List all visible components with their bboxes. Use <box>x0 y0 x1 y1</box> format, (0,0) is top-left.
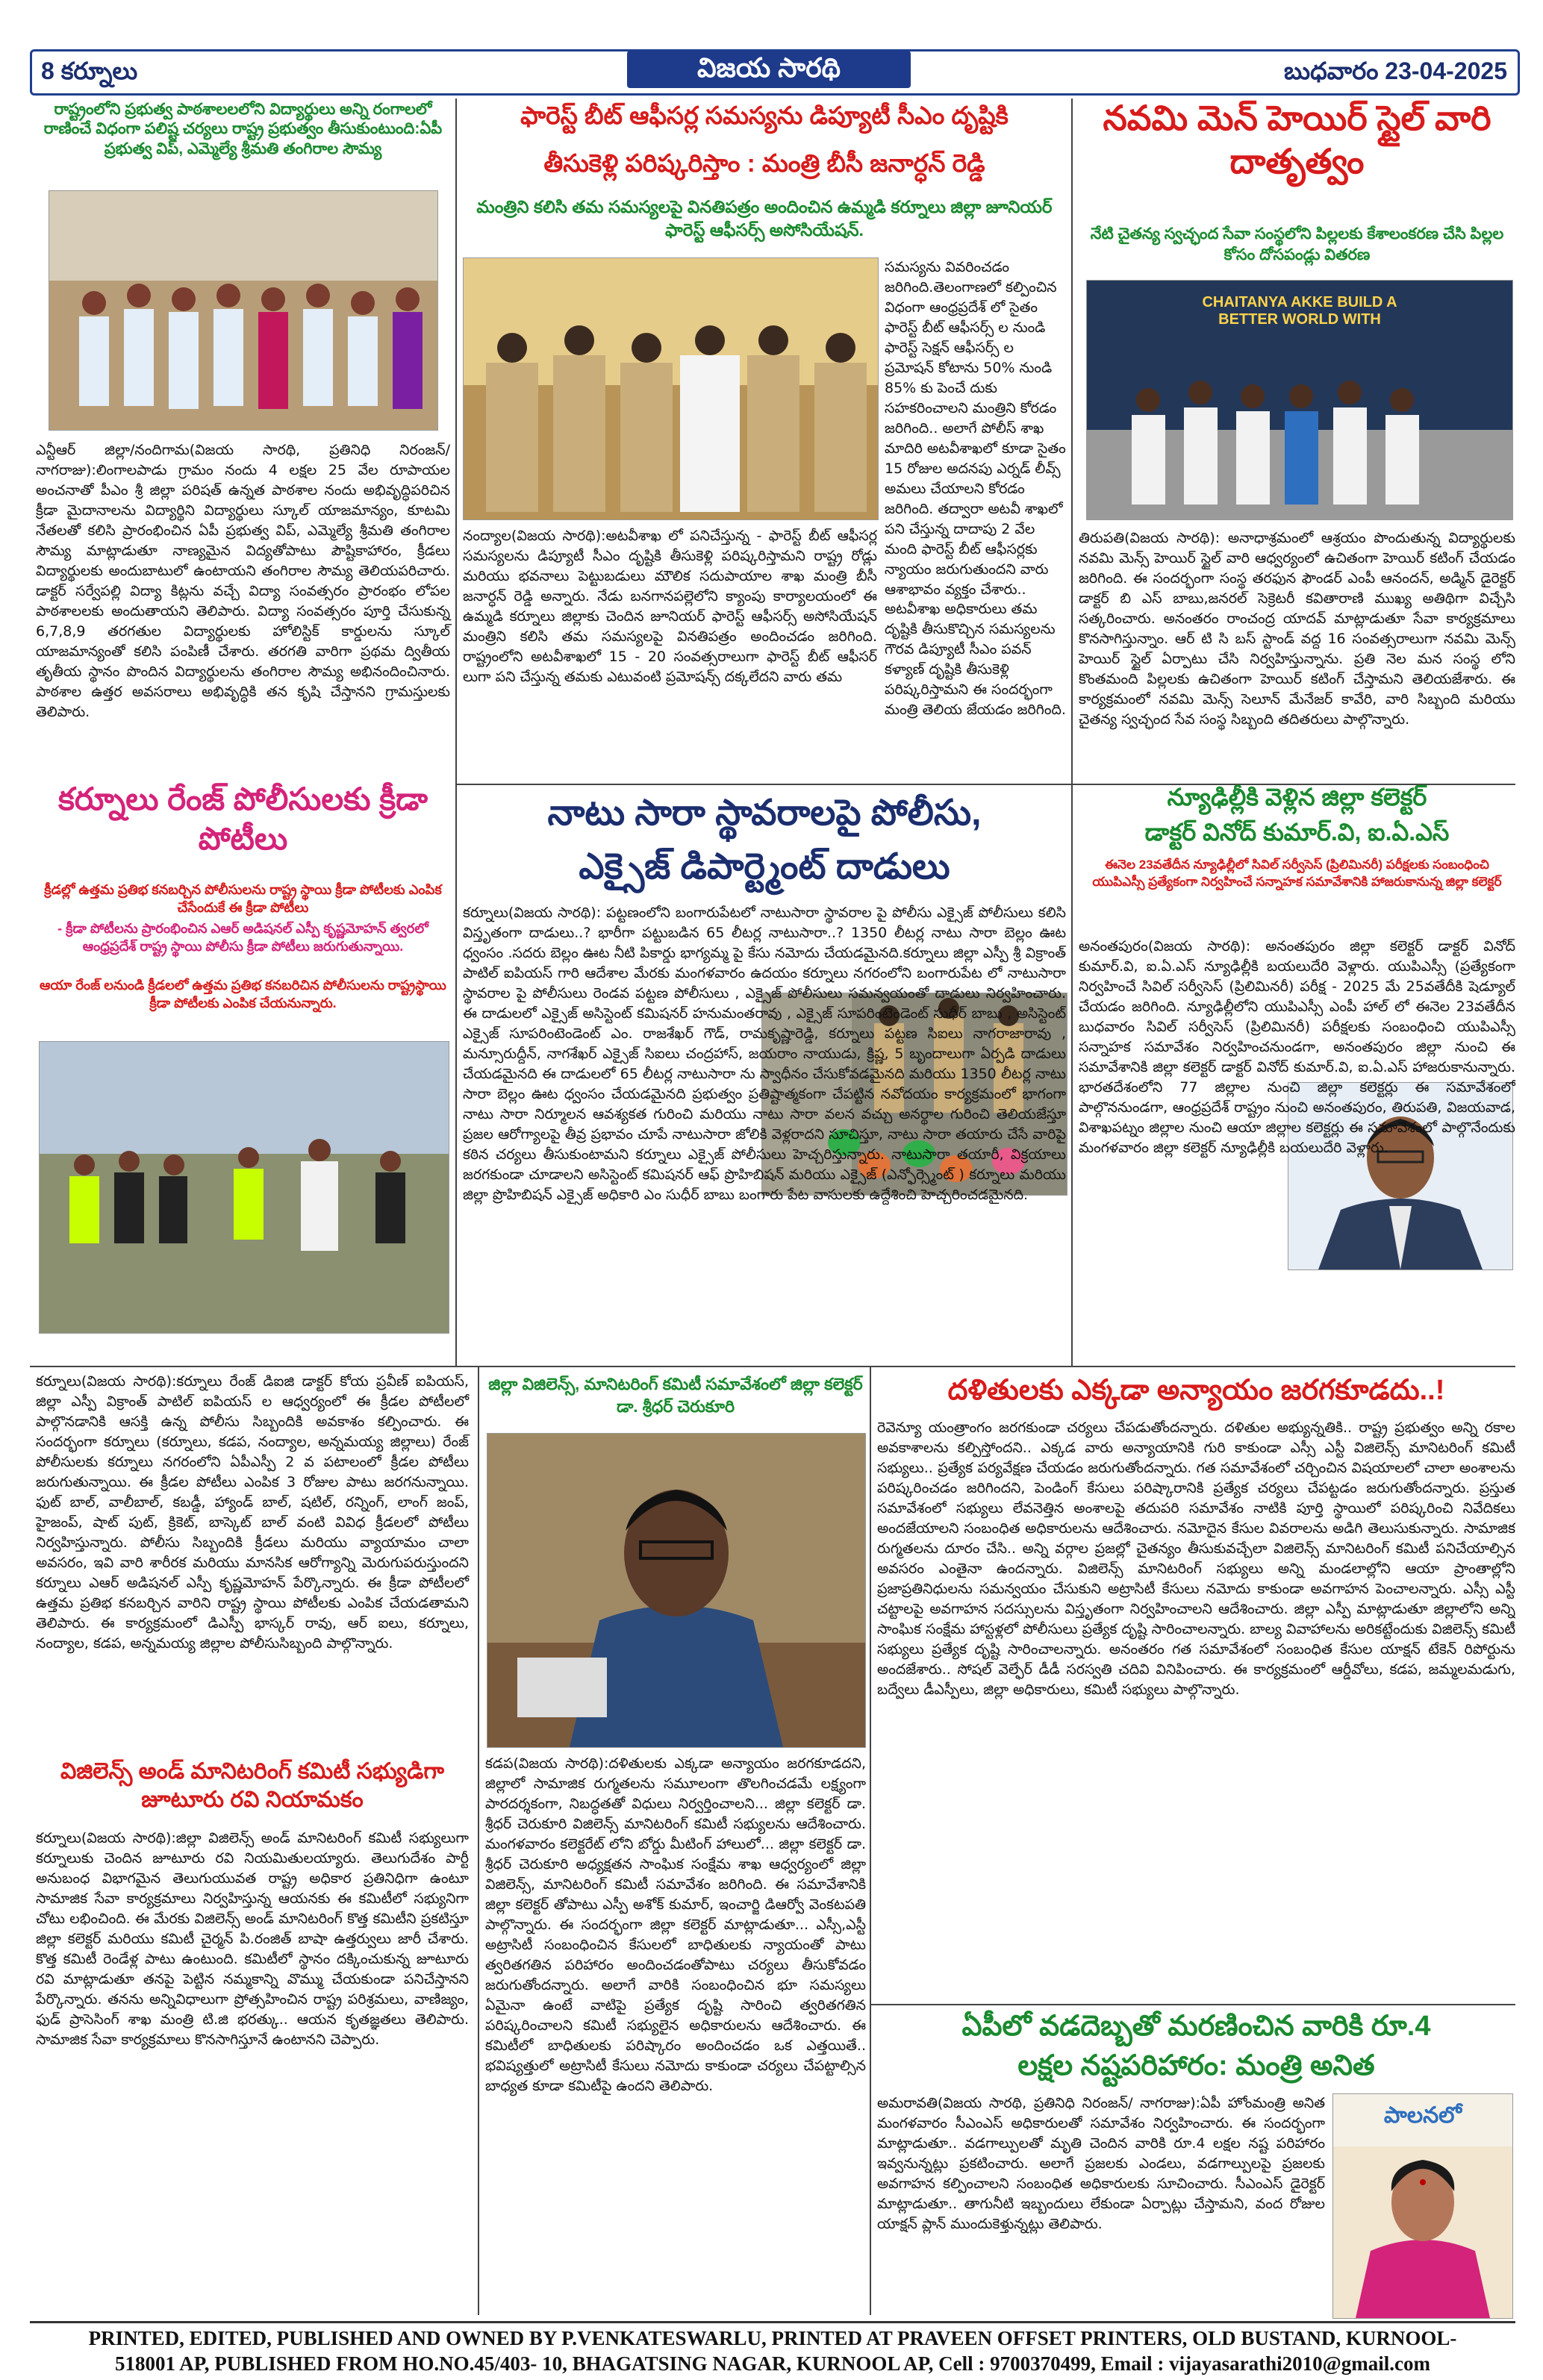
sunstroke-headline-1: ఏపీలో వడదెబ్బతో మరణించిన వారికి రూ.4 <box>961 2011 1431 2042</box>
school-event-photo <box>49 190 438 431</box>
dalit-headline: దళితులకు ఎక్కడా అన్యాయం జరగకూడదు..! <box>947 1375 1445 1406</box>
saloon-subhead: నేటి చైతన్య స్వచ్ఛంద సేవా సంస్థలోని పిల్లలకు కేశాలంకరణ చేసి పిల్లల కోసం దోసపండ్లు వితరణ <box>1090 225 1504 264</box>
minister-photo <box>1332 2093 1513 2319</box>
saloon-banner: CHAITANYA AKKE BUILD A BETTER WORLD WITH <box>1202 294 1397 328</box>
section-rule <box>870 2004 1515 2005</box>
sports-photo <box>39 1041 449 1334</box>
column-rule <box>870 1367 871 2315</box>
sports-field-illustration <box>40 1042 449 1333</box>
sports-headline: కర్నూలు రేంజ్ పోలీసులకు క్రీడా పోటీలు <box>57 781 428 856</box>
vigilance-member-body: కర్నూలు(విజయ సారథి):జిల్లా విజిలెన్స్ అండ్ మానిటరింగ్ కమిటీ సభ్యులుగా కర్నూలుకు చెందిన జూటూరు రవి నియమితులయ్యారు. తెలుగుదేశం పార్టీ అనుబంధ విభాగమైన తెలుగుయువత రాష్ట్ర అధికార ప్రతినిధిగా ఉంటూ సామాజిక సేవా కార్యక్రమాలు నిర్వహిస్తున్న ఆయనకు ఈ కమిటీలో సభ్యునిగా చోటు లభించింది. ఈ మేరకు విజిలెన్స్ అండ్ మానిటరింగ్ కొత్త కమిటీని ప్రకటిస్తూ జిల్లా కలెక్టర్ మరియు కమిటీ చైర్మన్ పి.రంజిత్ బాషా ఉత్తర్వులు జారీ చేశారు. కొత్త కమిటీ రెండేళ్ల పాటు ఉంటుంది. కమిటీలో స్థానం దక్కించుకున్న జూటూరు రవి మాట్లాడుతూ తనపై పెట్టిన నమ్మకాన్ని వొమ్ము చేయకుండా పనిచేస్తానని పేర్కొన్నారు. తనను అన్నివిధాలుగా ప్రోత్సహించిన రాష్ట్ర పరిశ్రమలు, వాణిజ్యం, ఫుడ్ ప్రాసెసింగ్ శాఖ మంత్రి టి.జి భరత్కు.. ఆయన కృతజ్ఞతలు తెలిపారు. సామాజిక సేవా కార్యక్రమాలు కొనసాగిస్తూనే ఉంటానని చెప్పారు. <box>36 1830 469 2048</box>
imprint-footer <box>30 2321 1515 2376</box>
sports-body: కర్నూలు(విజయ సారథి):కర్నూలు రేంజ్ డిఐజి డాక్టర్ కోయ ప్రవీణ్ ఐపియస్, జిల్లా ఎస్పీ విక్రాంత్ పాటిల్ ఐపియస్ ల ఆధ్వర్యంలో ఈ క్రీడల పోటీలలో పాల్గొనడానికి ఆసక్తి ఉన్న పోలీసు సిబ్బందికి అవకాశం కల్పించారు. ఈ సందర్భంగా కర్నూలు (కర్నూలు, కడప, నంద్యాల, అన్నమయ్య జిల్లాలు) రేంజ్ పోలీసులకు కర్నూలు నగరంలోని ఏపీఎస్పీ 2 వ పటాలంలో క్రీడల పోటీలు జరుగుతున్నాయి. ఈ క్రీడల పోటీలు ఎంపిక 3 రోజుల పాటు జరగనున్నాయి. ఫుట్ బాల్, వాలీబాల్, కబడ్డీ, హ్యాండ్ బాల్, షటిల్, రన్నింగ్, లాంగ్ జంప్, హైజంప్, షాట్ పుట్, క్రికెట్, బాస్కెట్ బాల్ వంటి వివిధ క్రీడలలో పోటీలు నిర్వహిస్తున్నారు. పోలీసు సిబ్బందికి క్రీడలు మరియు వ్యాయామం చాలా అవసరం, ఇవి వారి శారీరక మరియు మానసిక ఆరోగ్యాన్ని మెరుగుపరుస్తుందని కర్నూలు ఎఆర్ అడిషనల్ ఎస్పీ కృష్ణమోహన్ పేర్కొన్నారు. ఈ క్రీడా పోటీలలో ఉత్తమ ప్రతిభ కనబర్చిన వారిని రాష్ట్ర స్థాయి పోటీలకు ఎంపిక చేయడతామని తెలిపారు. ఈ కార్యక్రమంలో డిఎస్పీ భాస్కర్ రావు, ఆర్ ఐలు, కర్నూలు, నంద్యాల, కడప, అన్నమయ్య జిల్లాల పోలీసుసిబ్బంది పాల్గొన్నారు. <box>36 1373 469 1652</box>
saloon-headline: నవమి మెన్ హెయిర్ స్టైల్ వారి దాతృత్వం <box>1103 99 1491 181</box>
natusara-headline-2: ఎక్సైజ్ డిపార్ట్మెంట్ దాడులు <box>579 847 950 887</box>
column-rule <box>478 1367 479 2315</box>
forest-headline-1: ఫారెస్ట్ బీట్ ఆఫీసర్ల సమస్యను డిప్యూటీ సీఎం దృష్టికి <box>520 101 1009 129</box>
sports-sub-1: క్రీడల్లో ఉత్తమ ప్రతిభ కనబర్చిన పోలీసులను రాష్ట్ర స్థాయి క్రీడా పోటీలకు ఎంపిక చేసేందుకే ఈ క్రీడా పోటీలు <box>44 882 442 916</box>
forest-body-main: నంద్యాల(విజయ సారథి):అటవీశాఖ లో పనిచేస్తున్న - ఫారెస్ట్ బీట్ ఆఫీసర్ల సమస్యలను డిప్యూటీ సీఎం దృష్టికి తీసుకెళ్లి పరిష్కరిస్తామని రాష్ట్ర రోడ్లు మరియు భవనాలు పెట్టుబడులు మౌలిక సదుపాయాల శాఖ మంత్రి బీసీ జనార్ధన్ రెడ్డి అన్నారు. నేడు బనగానపల్లెలోని క్యాంపు కార్యాలయంలో ఈ ఉమ్మడి కర్నూలు జిల్లాకు చెందిన జూనియర్ ఫారెస్ట్ ఆఫీసర్స్ అసోసియేషన్ మంత్రిని కలిసి తమ సమస్యలపై వినతిపత్రం అందించడం జరిగింది. రాష్ట్రంలోని అటవీశాఖలో 15 - 20 సంవత్సరాలుగా ఫారెస్ట్ బీట్ ఆఫీసర్ లుగా పని చేస్తున్న తమకు ఎటువంటి ప్రమోషన్స్ దక్కలేదని వారు తమ <box>463 528 877 685</box>
school-body: ఎన్టీఆర్ జిల్లా/నందిగామ(విజయ సారథి, ప్రతినిధి నిరంజన్/నాగరాజు):లింగాలపాడు గ్రామం నందు 4 లక్షల 25 వేల రూపాయల అంచనాతో పీఎం శ్రీ జిల్లా పరిషత్ ఉన్నత పాఠశాల నందు అభివృద్ధిపరిచిన క్రీడా మైదానాలను విద్యార్థిని విద్యార్థులు స్కూల్ యాజమాన్యం, కూటమి నేతలతో కలిసి ప్రారంభించిన ఏపీ ప్రభుత్వ విప్, ఎమ్మెల్యే శ్రీమతి తంగిరాల సౌమ్య మాట్లాడుతూ నాణ్యమైన విద్యతోపాటు పౌష్టికాహారం, క్రీడలు విద్యార్థులకు అందుబాటులో ఉంటాయని తంగిరాల సౌమ్య తెలియపరిచారు. డాక్టర్ సర్వేపల్లి విద్యా కిట్లను వచ్చే విద్యా సంవత్సరం ప్రారంభం లోపల పాఠశాలలకు అందుతాయని తెలిపారు. విద్యా సంవత్సరం పూర్తి చేసుకున్న 6,7,8,9 తరగతుల విద్యార్థులకు హోలిస్టిక్ కార్డులను స్కూల్ యాజమాన్యంతో కలిసి పంపిణీ చేశారు. తరగతి వారిగా ప్రథమ ద్వితీయ తృతీయ స్థానం పొందిన విద్యార్థులను తంగిరాల సౌమ్య అభినందించినారు. పాఠశాల ఉత్తర అవసరాలు అభివృద్ధికి తన కృషి చేస్తానని గ్రామస్తులకు తెలిపారు. <box>36 442 450 720</box>
sunstroke-headline-2: లక్షల నష్టపరిహారం: మంత్రి అనిత <box>1017 2050 1375 2081</box>
sports-sub-2: - క్రీడా పోటీలను ప్రారంభించిన ఎఆర్ అడిషనల్ ఎస్పీ కృష్ణమోహన్ త్వరలో ఆంధ్రప్రదేశ్ రాష్ట్ర స్థాయి పోలీసు క్రీడా పోటీలు జరుగుతున్నాయి. <box>57 921 428 955</box>
collector-headline-1: న్యూఢిల్లీకి వెళ్లిన జిల్లా కలెక్టర్ <box>1167 784 1427 810</box>
saloon-body: తిరుపతి(విజయ సారథి): అనాధాశ్రమంలో ఆశ్రయం పొందుతున్న విద్యార్థులకు నవమి మెన్స్ హెయిర్ స్టైల్ వారి ఆధ్వర్యంలో ఉచితంగా హెయిర్ కటింగ్ చేయడం జరిగింది. ఈ సందర్భంగా సంస్థ తరఫున ఫౌండర్ ఎంపీ ఆనందన్, అడ్మిన్ డైరెక్టర్ డాక్టర్ బి ఎస్ బాబు,జనరల్ సెక్రెటరీ కవితారాణి ముఖ్య అతిథిగా విచ్చేసి సత్కరించారు. అనంతరం రాంచంద్ర యాదవ్ మాట్లాడుతూ సేవా కార్యక్రమాలు కొనసాగిస్తున్నాం. ఆర్ టి సి బస్ స్టాండ్ వద్ద 16 సంవత్సరాలుగా నవమి మెన్స్ హెయిర్ స్టైల్ ఏర్పాటు చేసి నిర్వహిస్తున్నాను. ప్రతి నెల మన సంస్థ లోని కొంతమంది పిల్లలకు ఉచితంగా హెయిర్ కటింగ్ చేస్తామని తెలియజేశారు. ఈ కార్యక్రమంలో నవమి మెన్స్ సెలూన్ మేనేజర్ కావేరి, వారి సిబ్బంది మరియు చైతన్య స్వచ్ఛంద సేవ సంస్థ సిబ్బంది తదితరులు పాల్గొన్నారు. <box>1079 530 1515 728</box>
dalit-body: రెవెన్యూ యంత్రాంగం జరగకుండా చర్యలు చేపడుతోందన్నారు. దళితుల అభ్యున్నతికి.. రాష్ట్ర ప్రభుత్వం అన్ని రకాల అవకాశాలను కల్పిస్తోందని.. ఎక్కడ వారు అన్యాయానికి గురి కాకుండా ఎస్సీ ఎస్టీ విజిలెన్స్ మానిటరింగ్ కమిటీ సభ్యులు.. ప్రత్యేక పర్యవేక్షణ చేయడం జరుగుతోందన్నారు. గత సమావేశంలో చర్చించిన విషయాలలో చాలా అంశాలను పరిష్కరించడం జరిగిందని, పెండింగ్ కేసులు పరిష్కారానికి ప్రత్యేక చర్యలు చేపట్టడం జరుగుతోందన్నారు. ప్రస్తుత సమావేశంలో సభ్యులు లేవనెత్తిన అంశాలపై తదుపరి సమావేశం నాటికి పూర్తి స్థాయిలో పరిష్కరించి నివేదికలు అందజేయాలని సంబంధిత అధికారులను ఆదేశించారు. నమోదైన కేసుల వివరాలను అడిగి తెలుసుకున్నారు. సామాజిక రుగ్మతలను దూరం చేసి.. అన్ని వర్గాల ప్రజల్లో చైతన్యం తీసుకువచ్చేలా విజిలెన్స్ మానిటరింగ్ కమిటీ పనిచేయాల్సిన అవసరం ఎంతైనా ఉందన్నారు. విజిలెన్స్ మానిటరింగ్ సభ్యులు అన్ని మండలాల్లోని ఆయా ప్రాంతాల్లోని ప్రజాప్రతినిధులను సమన్వయం చేసుకుని అట్రాసిటీ కేసులు నమోదు కాకుండా అవగాహన పెంచాలన్నారు. ఎస్సీ ఎస్టీ చట్టాలపై అవగాహన సదస్సులను విస్తృతంగా నిర్వహించాలని ఆదేశించారు. జిల్లా ఎస్పీ మాట్లాడుతూ జిల్లాలోని అన్ని సాంఘిక సంక్షేమ హాస్టళ్లలో పోలీసులు ప్రత్యేక దృష్టి సారించాలన్నారు. బాల్య వివాహాలను అరికట్టేందుకు విజిలెన్స్ కమిటీ సభ్యులు ప్రత్యేక దృష్టి సారించాలన్నారు. అనంతరం గత సమావేశంలో సంబంధిత కేసుల యాక్షన్ టేకెన్ రిపోర్టును అందజేశారు.. సోషల్ వెల్ఫేర్ డీడీ సరస్వతి చదివి వినిపించారు. ఈ కార్యక్రమంలో ఆర్డీవోలు, కడప, జమ్మలమడుగు, బద్వేలు డీఎస్పీలు, జిల్లా అధికారులు, కమిటీ సభ్యులు పాల్గొన్నారు. <box>877 1419 1515 1698</box>
vigilance-member-headline: విజిలెన్స్ అండ్ మానిటరింగ్ కమిటీ సభ్యుడిగా జూటూరు రవి నియామకం <box>60 1759 444 1812</box>
forest-officers-photo <box>463 257 879 520</box>
collector-subhead: ఈనెల 23వతేదీన న్యూఢిల్లీలో సివిల్ సర్వీసెస్ (ప్రిలిమినరీ) పరీక్షలకు సంబంధించి యుపిఎస్సీ ప్రత్యేకంగా నిర్వహించే సన్నాహక సమావేశానికి హాజరుకానున్న జిల్లా కలెక్టర్ <box>1092 858 1502 889</box>
column-rule <box>455 99 457 1367</box>
saloon-photo <box>1086 280 1513 520</box>
forest-body-side: సమస్యను వివరించడం జరిగింది.తెలంగాణలో కల్పించిన విధంగా ఆంధ్రప్రదేశ్ లో సైతం ఫారెస్ట్ బీట్ ఆఫీసర్స్ ల నుండి ఫారెస్ట్ సెక్షన్ ఆఫీసర్స్ ల ప్రమోషన్ కోటాను 50% నుండి 85% కు పెంచే దుకు సహకరించాలని మంత్రిని కోరడం జరిగింది.. అలాగే పోలీస్ శాఖ మాదిరి అటవీశాఖలో కూడా సైతం 15 రోజుల అదనపు ఎర్నడ్ లీవ్స్ అమలు చేయాలని కోరడం జరిగింది. తద్వారా అటవీ శాఖలో పని చేస్తున్న దాదాపు 2 వేల మంది ఫారెస్ట్ బీట్ ఆఫీసర్లకు న్యాయం జరుగుతుందని వారు ఆశాభావం వ్యక్తం చేశారు.. అటవీశాఖ అధికారులు తమ దృష్టికి తీసుకొచ్చిన సమస్యలను గౌరవ డిప్యూటీ సీఎం పవన్ కళ్యాణ్ దృష్టికి తీసుకెళ్లి పరిష్కరిస్తామని ఈ సందర్భంగా మంత్రి తెలియ జేయడం జరిగింది. <box>885 259 1066 719</box>
collector-headline-2: డాక్టర్ వినోద్ కుమార్.వి, ఐ.ఏ.ఎస్ <box>1144 819 1450 846</box>
vigilance-meeting-headline: జిల్లా విజిలెన్స్, మానిటరింగ్ కమిటీ సమావేశంలో జిల్లా కలెక్టర్ డా. శ్రీధర్ చెరుకూరి <box>488 1375 863 1416</box>
column-rule <box>1071 99 1073 1367</box>
forest-subhead: మంత్రిని కలిసి తమ సమస్యలపై వినతిపత్రం అందించిన ఉమ్మడి కర్నూలు జిల్లా జూనియర్ ఫారెస్ట్ ఆఫీసర్స్ అసోసియేషన్. <box>476 197 1053 240</box>
school-event-illustration <box>49 191 437 430</box>
forest-headline-2: తీసుకెళ్లి పరిష్కరిస్తాం : మంత్రి బీసీ జనార్ధన్ రెడ్డి <box>543 149 985 177</box>
vigilance-meeting-photo <box>487 1433 866 1748</box>
page-section: 8 కర్నూలు <box>41 57 138 84</box>
sunstroke-body: అమరావతి(విజయ సారథి, ప్రతినిధి నిరంజన్/ నాగరాజు):ఏపీ హోంమంత్రి అనిత మంగళవారం సీఎంఎస్ అధికారులతో సమావేశం నిర్వహించారు. ఈ సందర్భంగా మాట్లాడుతూ.. వడగాల్పులతో మృతి చెందిన వారికి రూ.4 లక్షల నష్ట పరిహారం ఇవ్వనున్నట్లు ప్రకటించారు. అలాగే ప్రజలకు ఎండలు, వడగాల్పులపై ప్రజలకు అవగాహన కల్పించాలని సంబంధిత అధికారులకు సూచించారు. సీఎంఎస్ డైరెక్టర్ మాట్లాడుతూ.. తాగునీటి ఇబ్బందులు లేకుండా ఏర్పాట్లు చేస్తామని, వంద రోజుల యాక్షన్ ప్లాన్ ముందుకెళ్తున్నట్లు తెలిపారు. <box>877 2095 1325 2232</box>
school-headline: రాష్ట్రంలోని ప్రభుత్వ పాఠశాలలలోని విద్యార్థులు అన్ని రంగాలలో రాణించే విధంగా పలిష్ట చర్యలు రాష్ట్ర ప్రభుత్వం తీసుకుంటుంది:ఏపీ ప్రభుత్వ విప్, ఎమ్మెల్యే శ్రీమతి తంగిరాల సౌమ్య <box>43 101 443 157</box>
vigilance-meeting-illustration <box>487 1434 865 1747</box>
masthead: విజయ సారథి <box>627 51 911 88</box>
vigilance-meeting-body: కడప(విజయ సారథి):దళితులకు ఎక్కడా అన్యాయం జరగకూడదని, జిల్లాలో సామాజిక రుగ్మతలను సమూలంగా తొలగించడమే లక్ష్యంగా పారదర్శకంగా, నిబద్ధతతో విధులు నిర్వర్తించాలని... జిల్లా కలెక్టర్ డా. శ్రీధర్ చెరుకూరి విజిలెన్స్ మానిటరింగ్ కమిటీ సభ్యులను ఆదేశించారు. మంగళవారం కలెక్టరేట్ లోని బోర్డు మీటింగ్ హాలులో... జిల్లా కలెక్టర్ డా. శ్రీధర్ చెరుకూరి అధ్యక్షతన సాంఘిక సంక్షేమ శాఖ ఆధ్వర్యంలో జిల్లా విజిలెన్స్, మానిటరింగ్ కమిటీ సమావేశం జరిగింది. ఈ సమావేశానికి జిల్లా కలెక్టర్ తోపాటు ఎస్పీ అశోక్ కుమార్, ఇంచార్జి డిఆర్వో వెంకటపతి పాల్గొన్నారు. ఈ సందర్భంగా జిల్లా కలెక్టర్ మాట్లాడుతూ... ఎస్సీ,ఎస్టీ అట్రాసిటీ సంబంధించిన కేసులలో బాధితులకు న్యాయంతో పాటు త్వరితగతిన పరిహారం అందించడంతోపాటు చర్యలు తీసుకోవడం జరుగుతోందన్నారు. అలాగే వారికి సంబంధించిన భూ సమస్యలు ఏమైనా ఉంటే వాటిపై ప్రత్యేక దృష్టి సారించి త్వరితగతిన పరిష్కరించాలని కమిటీ సభ్యులైన అధికారులను ఆదేశించారు. ఈ కమిటీలో బాధితులకు పరిష్కారం అందించడం ఒక ఎత్తయితే.. భవిష్యత్తులో అట్రాసిటీ కేసులు నమోదు కాకుండా చర్యలు చేపట్టాల్సిన బాధ్యత కూడా కమిటీపై ఉందని తెలిపారు. <box>485 1755 866 2094</box>
imprint-line-1: PRINTED, EDITED, PUBLISHED AND OWNED BY P.VENKATESWARLU, PRINTED AT PRAVEEN OFFSET PRINTERS, OLD BUSTAND, KURNOOL- <box>88 2327 1457 2349</box>
sports-sub-3: ఆయా రేంజ్ లనుండి క్రీడలలో ఉత్తమ ప్రతిభ కనబరిచిన పోలీసులను రాష్ట్రస్థాయి క్రీడా పోటీలకు ఎంపిక చేయనున్నారు. <box>40 978 446 1011</box>
issue-date: బుధవారం 23-04-2025 <box>1284 57 1507 84</box>
forest-officers-illustration <box>464 258 878 519</box>
section-rule <box>30 1366 1515 1367</box>
natusara-headline-1: నాటు సారా స్థావరాలపై పోలీసు, <box>547 793 982 833</box>
imprint-line-2: 518001 AP, PUBLISHED FROM HO.NO.45/403- 10, BHAGATSING NAGAR, KURNOOL AP, Cell : 9700370499, Email : vijayasarathi2010@gmail.com <box>115 2352 1430 2375</box>
collector-body: అనంతపురం(విజయ సారథి): అనంతపురం జిల్లా కలెక్టర్ డాక్టర్ వినోద్ కుమార్.వి, ఐ.ఏ.ఎస్ న్యూఢిల్లీకి బయలుదేరి వెళ్లారు. యుపిఎస్సీ (ప్రత్యేకంగా నిర్వహించే సివిల్ సర్వీసెస్ (ప్రిలిమినరీ) పరీక్ష - 2025 మే 25వతేదీకి షెడ్యూల్ చేయడం జరిగింది. న్యూఢిల్లీలోని యుపిఎస్సీ ఎంపీ హాల్ లో ఈనెల 23వతేదీన బుధవారం సివిల్ సర్వీసెస్ (ప్రిలిమినరీ) పరీక్షలకు సంబంధించి యుపిఎస్సీ సన్నాహక సమావేశం నిర్వహించనుండగా, అనంతపురం జిల్లా నుంచి ఈ సమావేశానికి జిల్లా కలెక్టర్ డాక్టర్ వినోద్ కుమార్.వి, ఐ.ఏ.ఎస్ హాజరుకానున్నారు. భారతదేశంలోని 77 జిల్లాల నుంచి జిల్లా కలెక్టర్లు ఈ సమావేశంలో పాల్గొననుండగా, ఆంధ్రప్రదేశ్ రాష్ట్రం నుంచి అనంతపురం, తిరుపతి, విజయవాడ, విశాఖపట్నం జిల్లాల నుంచి ఆయా జిల్లాల కలెక్టర్లు ఈ సమావేశంలో పాల్గొనేందుకు మంగళవారం జిల్లా కలెక్టర్ న్యూఢిల్లీకి బయలుదేరి వెళ్లారు. <box>1079 938 1515 1156</box>
minister-photo-banner: పాలనలో <box>1383 2103 1462 2128</box>
natusara-body: కర్నూలు(విజయ సారథి): పట్టణంలోని బంగారుపేటలో నాటుసారా స్థావరాల పై పోలీసు ఎక్సైజ్ పోలీసులు కలిసి విస్తృతంగా దాడులు..? భారీగా పట్టుబడిన 65 లీటర్ల నాటుసారా..? 1350 లీటర్ల నాటు సారా బెల్లం ఊట ధ్వంసం .సదరు బెల్లం ఊట నీటి పికార్డు భాగ్యమ్మ పై కేసు నమోదు చేయడమైనది.కర్నూలు జిల్లా ఎస్పీ శ్రీ విక్రాంత్ పాటిల్ ఐపియస్ గారి ఆదేశాల మేరకు మంగళవారం ఉదయం కర్నూలు నగరంలోని బంగారుపేట లో నాటుసారా స్థావరాల పై పోలీసులు రెండవ పట్టణ పోలీసులు , ఎక్సైజ్ పోలీసులు సమన్వయంతో దాడులు నిర్వహించారు. ఈ దాడులలో ఎక్సైజ్ అసిస్టెంట్ కమిషనర్ హనుమంతరావు , ఎక్సైజ్ సూపరింటెండెంట్ సుధీర్ బాబు , అసిస్టెంట్ ఎక్సైజ్ సూపరింటెండెంట్ ఎం. రాజశేఖర్ గౌడ్, రామకృష్ణారెడ్డి, కర్నూలు పట్టణ సిఐలు నాగరాజారావు , మన్సూరుద్దీన్, నాగశేఖర్ ఎక్సైజ్ సిఐలు చంద్రహాస్, జయరాం నాయుడు, క్రిష్ణ, 5 బృందాలుగా ఏర్పడి దాడులు చేయడమైనది ఈ దాడులలో 65 లీటర్ల నాటుసారా ను స్వాధీనం చేసుకోవడమైనది మరియు 1350 లీటర్ల నాటు సారా బెల్లం ఊట ధ్వంసం చేయడమైనది ప్రభుత్వం ప్రతిష్టాత్మకంగా చేపట్టిన నవోదయం కార్యక్రమంలో భాగంగా నాటు సారా నిర్మూలన ఆవశ్యకత గురించి మరియు నాటు సారా వలన వచ్చు అనర్థాల గురించి తెలియజేస్తూ ప్రజల ఆరోగ్యాలపై తీవ్ర ప్రభావం చూపే నాటుసారా జోలికి వెళ్లరాదని సూచిస్తూ, నాటు సారా తయారు చేసే వారిపై కఠిన చర్యలు తీసుకుంటామని కర్నూలు ఎక్సైజ్ పోలీసులు హెచ్చరిస్తున్నారు. నాటుసారా తయారీ, విక్రయాలు జరగకుండా చూడాలని అసిస్టెంట్ కమిషనర్ ఆఫ్ ప్రొహిబిషన్ మరియు ఎక్సైజ్ (ఎన్ఫోర్స్మెంట్ ) కర్నూలు మరియు జిల్లా ప్రొహిబిషన్ ఎక్సైజ్ అధికారి ఎం సుధీర్ బాబు బంగారు పేట వాసులకు ఉద్దేశించి హెచ్చరించడమైనది. <box>463 905 1066 1203</box>
